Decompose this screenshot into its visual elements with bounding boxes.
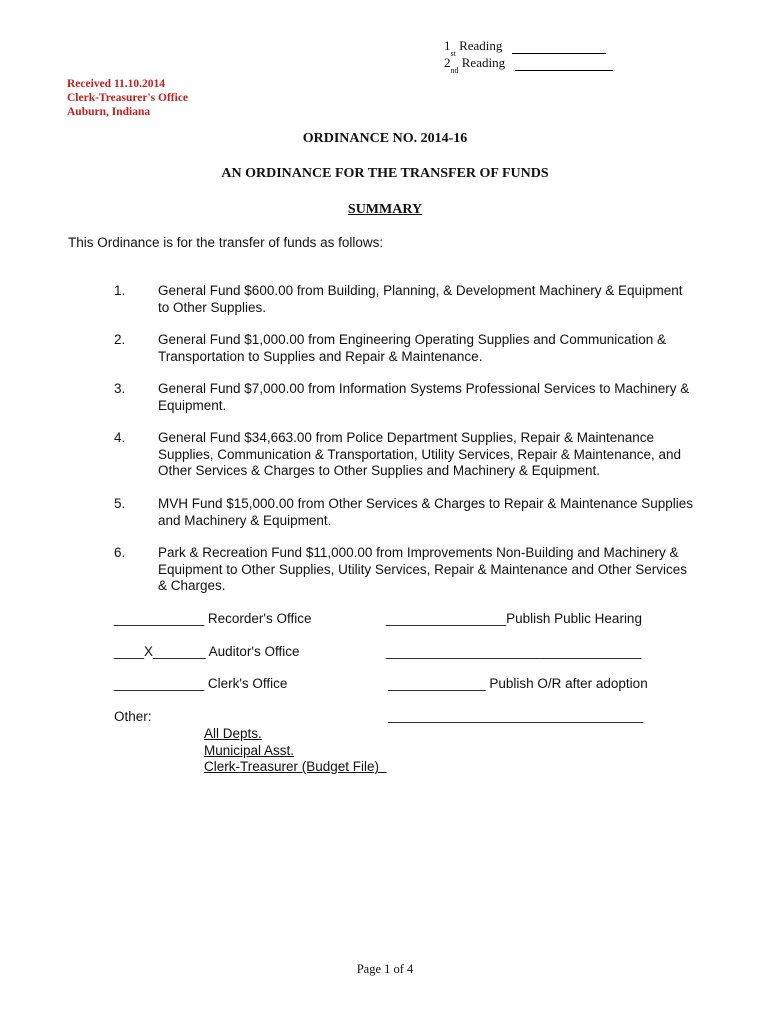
publish-or-field: _____________ Publish O/R after adoption: [388, 676, 648, 691]
item-text: General Fund $600.00 from Building, Planning, & Development Machinery & Equipment to Other Supplies.: [158, 283, 683, 315]
list-item: [114, 496, 694, 529]
first-reading-line: [512, 41, 606, 54]
stamp-line-2: Clerk-Treasurer's Office: [67, 92, 189, 104]
publish-hearing-field: ________________Publish Public Hearing: [386, 611, 642, 626]
second-reading: 2 nd Reading: [444, 54, 613, 71]
item-number: 3.: [114, 381, 126, 396]
item-number: 1.: [114, 283, 126, 298]
other-recipient: Clerk-Treasurer (Budget File): [204, 759, 387, 774]
first-reading: 1 st Reading: [444, 37, 613, 54]
readings-block: [444, 37, 613, 75]
list-item: [114, 332, 694, 365]
second-reading-num: 2: [444, 55, 451, 70]
second-reading-line: [515, 58, 613, 71]
stamp-line-3: Auburn, Indiana: [67, 106, 151, 118]
stamp-line-1: Received 11.10.2014: [67, 78, 166, 90]
item-text: General Fund $1,000.00 from Engineering Operating Supplies and Communication & Transportation to Supplies and Repair & Maintenance.: [158, 332, 667, 364]
summary-heading-text: SUMMARY: [347, 202, 423, 217]
item-text: MVH Fund $15,000.00 from Other Services & Charges to Repair & Maintenance Supplies and Machinery & Equipment.: [158, 496, 694, 528]
summary-heading: [0, 202, 770, 218]
second-reading-label: Reading: [461, 55, 506, 70]
auditors-office-field: ____X_______ Auditor's Office: [114, 644, 300, 659]
item-number: 4.: [114, 430, 126, 445]
other-recipient: Municipal Asst.: [204, 742, 295, 758]
blank-line-1: __________________________________: [386, 644, 642, 659]
list-item: [114, 283, 694, 316]
item-text: General Fund $34,663.00 from Police Department Supplies, Repair & Maintenance Supplies, Communication & Transportation, Utility Services, Repair & Maintenance, and Other Services & Charges to Other Supplies and Machinery & Equipment.: [158, 430, 681, 478]
item-number: 5.: [114, 496, 126, 511]
other-recipients: [204, 726, 387, 776]
blank-line-2: __________________________________: [388, 708, 644, 723]
item-number: 6.: [114, 545, 126, 560]
received-stamp: [67, 77, 188, 119]
other-label: Other:: [114, 709, 152, 724]
clerks-office-field: ____________ Clerk's Office: [114, 676, 288, 691]
item-text: Park & Recreation Fund $11,000.00 from Improvements Non-Building and Machinery & Equipment to Other Supplies, Utility Services, Repair & Maintenance and Other Services & Charges.: [158, 545, 687, 593]
list-item: [114, 381, 694, 414]
first-reading-num: 1: [444, 38, 451, 53]
item-number: 2.: [114, 332, 126, 347]
list-item: [114, 545, 694, 595]
recorders-office-field: ____________ Recorder's Office: [114, 611, 312, 626]
item-text: General Fund $7,000.00 from Information Systems Professional Services to Machinery & Equipment.: [158, 381, 690, 413]
page-number: Page 1 of 4: [356, 962, 414, 976]
first-reading-label: Reading: [459, 38, 503, 53]
list-item: [114, 430, 694, 480]
ordinance-title: ORDINANCE NO. 2014-16: [302, 131, 468, 146]
other-recipient: All Depts.: [204, 726, 262, 741]
ordinance-subtitle: AN ORDINANCE FOR THE TRANSFER OF FUNDS: [221, 166, 549, 181]
intro-text: This Ordinance is for the transfer of funds as follows:: [68, 235, 384, 250]
